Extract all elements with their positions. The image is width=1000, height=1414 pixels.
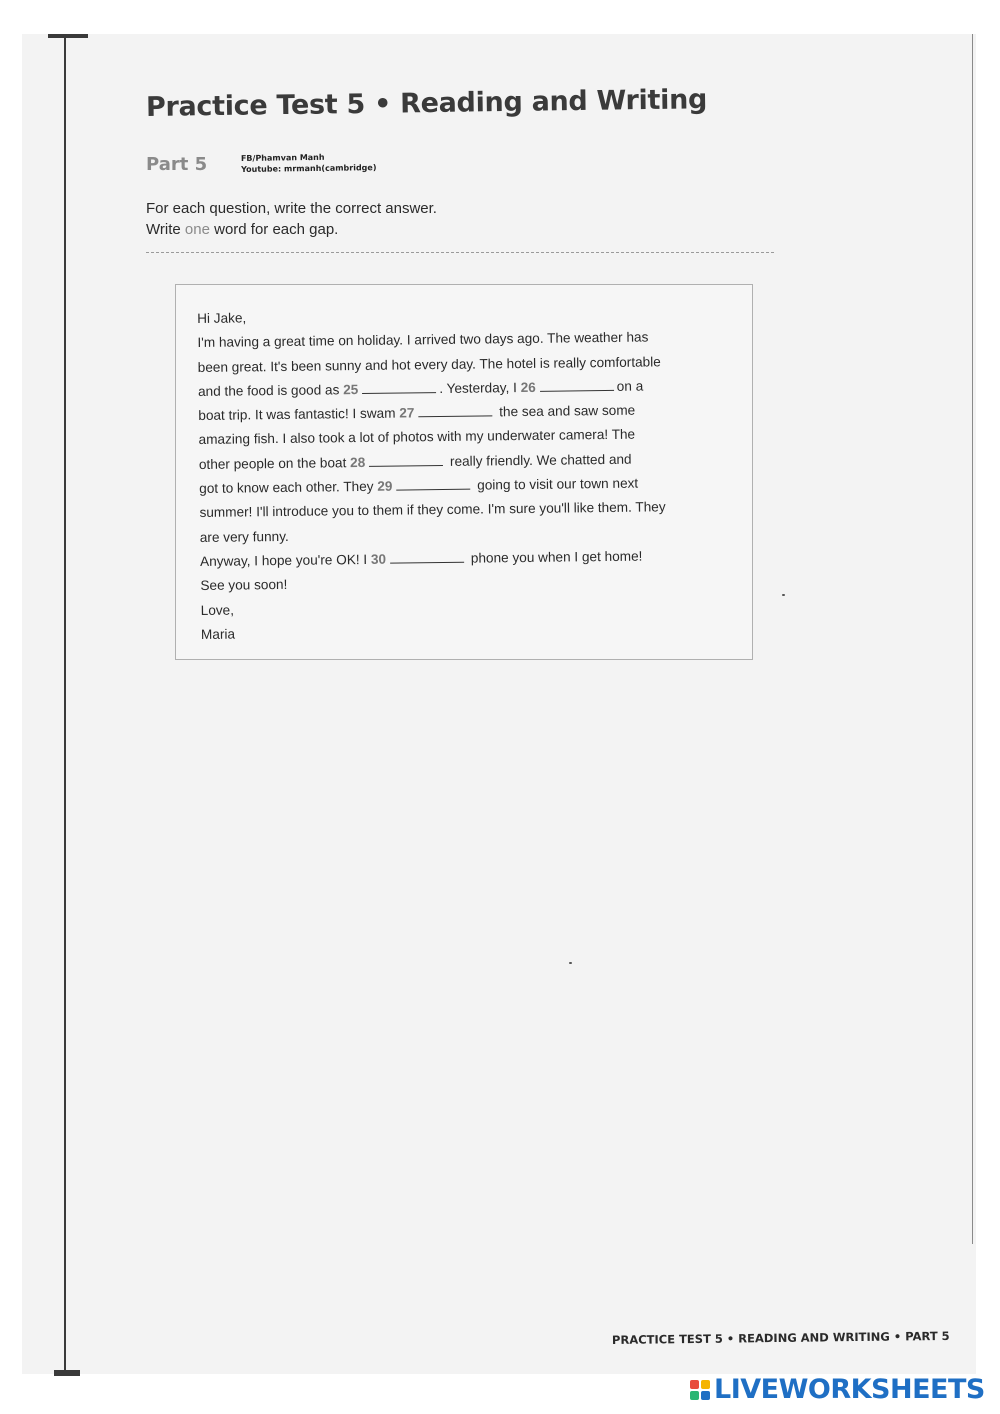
letter-text-segment: . Yesterday, I [439,379,517,396]
letter-text-segment: phone you when I get home! [470,548,643,566]
letter-text-segment: other people on the boat [198,454,347,472]
part-label: Part 5 [146,154,208,175]
logo-square [701,1380,710,1389]
page-footer: PRACTICE TEST 5 • READING AND WRITING • PART 5 [611,1328,950,1347]
credits [241,151,377,175]
letter-text-segment: Anyway, I hope you're OK! I [200,551,368,569]
binding-line [64,38,66,1374]
logo-square [701,1391,710,1400]
letter-line: are very funny. [199,528,289,545]
binding-mark [48,34,88,38]
instruction-accent: one [184,221,210,238]
letter-line: been great. It's been sunny and hot every day. The hotel is really comfortable [197,353,661,375]
letter-box [175,284,753,660]
logo-square [690,1380,699,1389]
credit-youtube: Youtube: mrmanh(cambridge) [241,163,377,174]
letter-text-segment: really friendly. We chatted and [449,451,632,469]
divider [146,252,774,253]
page-edge [972,34,973,1244]
answer-gap-25[interactable] [362,380,436,394]
instruction-line: For each question, write the correct answer. [146,200,437,217]
question-number-26: 26 [520,379,536,395]
question-number-28: 28 [349,454,366,470]
letter-text-segment: on a [616,378,644,394]
letter-greeting: Hi Jake, [197,310,247,326]
letter-line: I'm having a great time on holiday. I arrived two days ago. The weather has [197,329,649,351]
question-number-29: 29 [377,478,393,494]
page-title: Practice Test 5 • Reading and Writing [145,84,708,123]
answer-gap-28[interactable] [369,453,443,467]
logo-square [690,1391,699,1400]
question-number-25: 25 [343,381,359,398]
instructions [146,198,437,240]
question-number-27: 27 [399,405,415,421]
scan-speck [782,594,785,596]
letter-text-segment: going to visit our town next [477,475,639,493]
answer-gap-30[interactable] [390,550,464,564]
brand-text: LIVEWORKSHEETS [714,1374,985,1405]
letter-line: amazing fish. I also took a lot of photos with my underwater camera! The [198,427,636,448]
binding-mark [54,1370,80,1376]
letter-line: Love, [200,602,235,618]
answer-gap-27[interactable] [418,404,492,418]
letter-signature: Maria [200,626,236,642]
instruction-text: Write [146,221,185,238]
letter-line: See you soon! [200,577,288,594]
question-number-30: 30 [370,551,387,567]
liveworksheets-logo-icon [690,1380,710,1400]
answer-gap-29[interactable] [396,477,470,491]
answer-gap-26[interactable] [540,378,614,392]
liveworksheets-brand[interactable] [690,1374,985,1405]
letter-text-segment: the sea and saw some [499,402,636,420]
credit-facebook: FB/Phamvan Manh [240,152,325,164]
letter-line: summer! I'll introduce you to them if they come. I'm sure you'll like them. They [199,499,666,521]
scan-speck [569,962,572,964]
letter-text-segment: and the food is good as [197,382,340,399]
letter-text [197,301,731,648]
letter-text-segment: boat trip. It was fantastic! I swam [198,405,396,424]
letter-text-segment: got to know each other. They [199,478,374,497]
instruction-line [146,219,437,240]
instruction-text: word for each gap. [209,221,339,238]
